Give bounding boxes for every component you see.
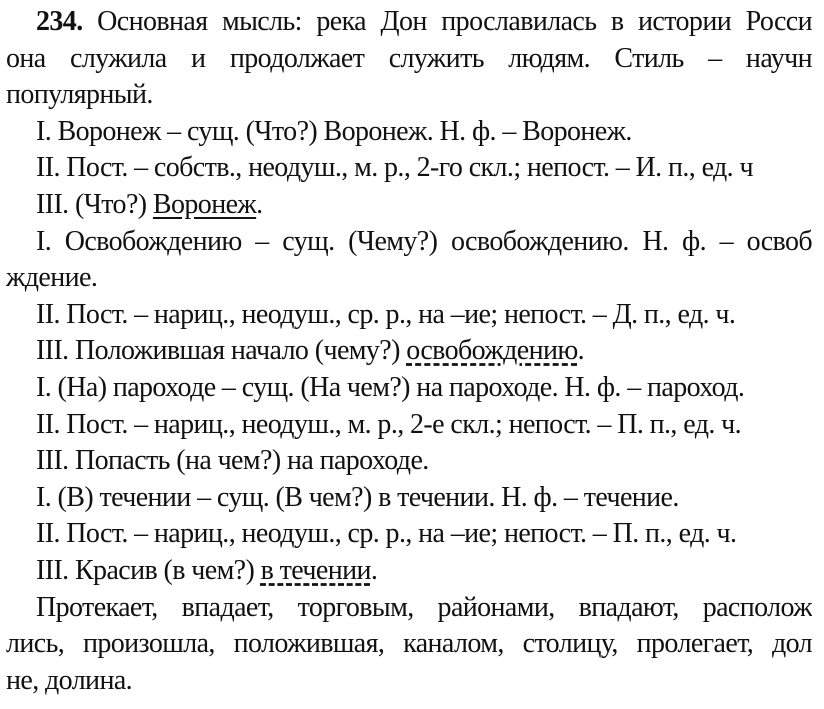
underlined-word: Воронеж	[152, 188, 257, 220]
text-line: Протекает, впадает, торговым, районами, впадают, располож	[36, 591, 812, 623]
underlined-word: в течении	[260, 554, 371, 586]
analysis-line: II. Пост. – собств., неодуш., м. р., 2-го скл.; непост. – И. п., ед. ч	[36, 152, 753, 184]
analysis-line	[6, 553, 812, 590]
analysis-line: I. Воронеж – сущ. (Что?) Воронеж. Н. ф. – Воронеж.	[36, 115, 632, 147]
text-line: лись, произошла, положившая, каналом, столицу, пролегает, дол	[6, 628, 812, 660]
analysis-line	[6, 187, 812, 224]
analysis-line: III. Попасть (на чем?) на пароходе.	[36, 445, 429, 477]
text-line: не, долина.	[6, 664, 133, 696]
analysis-line: II. Пост. – нариц., неодуш., ср. р., на –ие; непост. – П. п., ед. ч.	[36, 518, 737, 550]
document-page	[6, 4, 812, 699]
analysis-line: I. (В) течении – сущ. (В чем?) в течении. Н. ф. – течение.	[36, 481, 679, 513]
line-text: III. (Что?)	[36, 188, 153, 220]
analysis-line: II. Пост. – нариц., неодуш., м. р., 2-е скл.; непост. – П. п., ед. ч.	[36, 408, 742, 440]
analysis-line	[6, 333, 812, 370]
underlined-word: освобождению	[406, 335, 578, 367]
line-text: .	[256, 188, 263, 220]
text-line	[6, 4, 812, 41]
line-text: III. Положившая начало (чему?)	[36, 335, 407, 367]
analysis-line: II. Пост. – нариц., неодуш., ср. р., на –ие; непост. – Д. п., ед. ч.	[36, 298, 736, 330]
analysis-line: I. (На) пароходе – сущ. (На чем?) на пароходе. Н. ф. – пароход.	[36, 371, 745, 403]
analysis-line: I. Освобождению – сущ. (Чему?) освобождению. Н. ф. – освоб	[36, 225, 812, 257]
analysis-line: ждение.	[6, 262, 98, 294]
text-line: популярный.	[6, 79, 153, 111]
line-text: .	[577, 335, 585, 367]
line-text: III. Красив (в чем?)	[36, 554, 261, 586]
exercise-number: 234.	[36, 6, 83, 37]
text-line: она служила и продолжает служить людям. Стиль – научн	[6, 42, 812, 74]
main-idea-text: Основная мысль: река Дон прославилась в истории Росси	[97, 6, 812, 37]
line-text: .	[370, 554, 378, 586]
